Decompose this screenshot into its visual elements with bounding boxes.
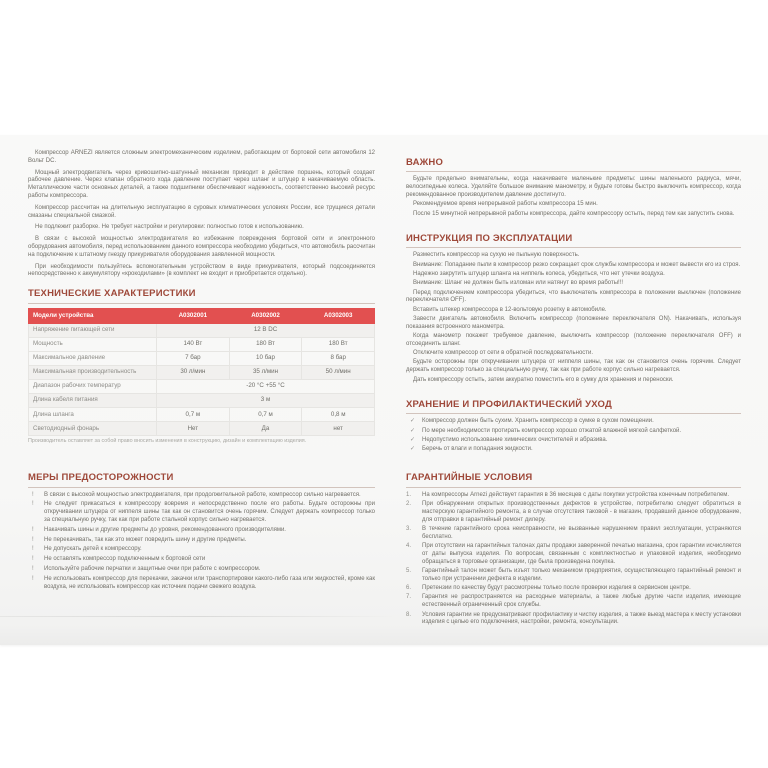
exclamation-marker: ! bbox=[32, 536, 34, 543]
row-value: 140 Вт bbox=[157, 337, 230, 351]
item-text: Не перекачивать, так как это может повредить шину и другие предметы. bbox=[44, 536, 247, 543]
check-marker: ✓ bbox=[410, 446, 416, 453]
item-text: На компрессоры Arnezi действует гарантия в 36 месяцев с даты покупки устройства конечным потребителем. bbox=[422, 491, 730, 498]
item-number: 2. bbox=[406, 501, 412, 508]
warranty-item bbox=[406, 594, 741, 610]
intro-paragraph: В связи с высокой мощностью электродвигателя во избежание повреждения бортовой сети и электронного оборудования автомобиля, перед использованием данного компрессора необходимо убедиться, что автомобиль рассчитан на подключение к штатному гнезду прикуривателя оборудования заявленной мощности. bbox=[28, 236, 375, 258]
precaution-item bbox=[28, 576, 375, 592]
row-value: 50 л/мин bbox=[302, 365, 375, 379]
item-number: 3. bbox=[406, 526, 412, 533]
row-label: Максимальная производительность bbox=[29, 365, 157, 379]
row-value: -20 °C +55 °C bbox=[157, 379, 375, 393]
instruction-step: Дать компрессору остыть, затем аккуратно поместить его в сумку для хранения и переноски. bbox=[413, 376, 674, 383]
table-row bbox=[29, 422, 375, 436]
item-text: Не следует прикасаться к компрессору вовремя и непосредственно после его работы. Будьте осторожны при откручивании штуцера от ниппеля шины так как он становится очень горячим. Следует держать компрессор только за специальную ручку, так как при работе стальной корпус сильно нагревается. bbox=[44, 501, 375, 523]
exclamation-marker: ! bbox=[32, 556, 34, 563]
row-value: нет bbox=[302, 422, 375, 436]
item-text: При отсутствии на гарантийных талонах даты продажи заверенной печатью магазина, срок гарантии исчисляется от даты выпуска изделия. По вопросам, связанным с комплектностью и упаковкой изделия, необходимо обращаться в торговые организации, где была произведена покупка. bbox=[422, 543, 741, 565]
exclamation-marker: ! bbox=[32, 526, 34, 533]
item-text: Беречь от влаги и попадания жидкости. bbox=[422, 446, 533, 453]
item-text: По мере необходимости протирать компрессор хорошо отжатой влажной мягкой салфеткой. bbox=[422, 427, 682, 434]
item-number: 5. bbox=[406, 568, 412, 575]
item-text: В течение гарантийного срока неисправности, не вызванные нарушением правил эксплуатации, устраняются бесплатно. bbox=[422, 526, 741, 540]
item-text: При обнаружении открытых производственных дефектов в устройстве, потребителю следует обратиться в мастерскую гарантийного ремонта, а в случае отсутствия таковой - в магазин, продавший данное оборудование, для отправки в гарантийный ремонт дилеру. bbox=[422, 501, 741, 523]
row-value: 8 бар bbox=[302, 351, 375, 365]
specs-header-model-2: A0302002 bbox=[229, 308, 302, 323]
warranty-list bbox=[406, 492, 741, 627]
spacer bbox=[406, 455, 741, 467]
row-value: 12 В DC bbox=[157, 323, 375, 337]
warranty-section-title: ГАРАНТИЙНЫЕ УСЛОВИЯ bbox=[406, 467, 741, 487]
warranty-item bbox=[406, 568, 741, 584]
row-label: Максимальное давление bbox=[29, 351, 157, 365]
row-label: Диапазон рабочих температур bbox=[29, 379, 157, 393]
item-number: 8. bbox=[406, 611, 412, 618]
row-value: Да bbox=[229, 422, 302, 436]
table-row bbox=[29, 408, 375, 422]
instruction-step: Отключите компрессор от сети в обратной последовательности. bbox=[413, 350, 594, 357]
instruction-step: Надежно закрутить штуцер шланга на ниппель колеса, убедиться, что нет утечки воздуха. bbox=[413, 270, 665, 277]
instruction-step: Вставить штекер компрессора в 12-вольтовую розетку в автомобиле. bbox=[413, 306, 607, 313]
item-text: Условия гарантии не предусматривают профилактику и чистку изделия, а также выезд мастера к месту установки изделия с целью его подключения, настройки, ремонта, консультации. bbox=[422, 611, 741, 626]
item-text: Не допускать детей к компрессору. bbox=[44, 546, 142, 553]
warranty-item bbox=[406, 585, 741, 593]
instruction-step: Завести двигатель автомобиля. Включить компрессор (положение переключателя ON). Накачивать, используя показания встроенного манометра. bbox=[406, 315, 741, 330]
warranty-item bbox=[406, 526, 741, 542]
important-paragraph: Рекомендуемое время непрерывной работы компрессора 15 мин. bbox=[413, 201, 598, 208]
row-value: 0,7 м bbox=[157, 408, 230, 422]
instruction-step: Внимание: Попадание пыли в компрессор резко сокращает срок службы компрессора и может вывести его из строя. bbox=[413, 261, 741, 268]
intro-paragraph: При необходимости пользуйтесь вспомогательным устройством в виде прикуривателя, который подсоединяется непосредственно к аккумулятору «крокодилами» (в комплект не входит и приобретается отдельно). bbox=[28, 263, 375, 278]
row-label: Напряжение питающей сети bbox=[29, 323, 157, 337]
table-row bbox=[29, 351, 375, 365]
storage-list bbox=[406, 418, 741, 454]
item-text: Не оставлять компрессор подключенным к бортовой сети bbox=[44, 556, 206, 563]
instruction-step: Будьте осторожны при откручивании штуцера от ниппеля шины, так как он становится очень горячим. Следует держать компрессор только за специальную ручку, так как при работе корпус сильно нагревается. bbox=[406, 359, 741, 374]
right-column bbox=[406, 158, 741, 629]
precaution-item bbox=[28, 492, 375, 500]
check-marker: ✓ bbox=[410, 436, 416, 443]
row-label: Длина кабеля питания bbox=[29, 393, 157, 407]
specs-table bbox=[28, 308, 375, 437]
row-label: Длина шланга bbox=[29, 408, 157, 422]
row-value: 180 Вт bbox=[302, 337, 375, 351]
item-text: Накачивать шины и другие предметы до уровня, рекомендованного производителями. bbox=[44, 526, 286, 533]
row-value: 0,8 м bbox=[302, 408, 375, 422]
exclamation-marker: ! bbox=[32, 565, 34, 572]
spacer bbox=[406, 220, 741, 228]
warranty-item bbox=[406, 612, 741, 628]
item-number: 6. bbox=[406, 585, 412, 592]
instruction-step: Когда манометр покажет требуемое давление, выключить компрессор (положение переключателя OFF) и отсоединить шланг. bbox=[406, 333, 741, 347]
row-value: 10 бар bbox=[229, 351, 302, 365]
precaution-item bbox=[28, 566, 375, 574]
item-text: Не использовать компрессор для перекачки, закачки или транспортировки какого-либо газа или жидкостей, кроме как воздуха, не использовать компрессор как источник подачи свежего воздуха. bbox=[44, 575, 375, 590]
storage-item bbox=[406, 418, 741, 426]
exclamation-marker: ! bbox=[32, 501, 34, 508]
storage-item bbox=[406, 437, 741, 445]
important-paragraph: Будьте предельно внимательны, когда накачиваете маленькие предметы: шины маленького радиуса, мячи, велосипедные колеса. Уделяйте большое внимание манометру, и будьте готовы быстро выключить компрессор, когда рекомендованное производителем давление достигнуто. bbox=[406, 176, 741, 199]
storage-section-title: ХРАНЕНИЕ И ПРОФИЛАКТИЧЕСКИЙ УХОД bbox=[406, 394, 741, 414]
precaution-item bbox=[28, 556, 375, 564]
table-footnote: Производитель оставляет за собой право вносить изменения в конструкцию, дизайн и комплектацию изделия. bbox=[28, 438, 307, 445]
instruction-step: Внимание: Шланг не должен быть изломан или натянут во время работы!!! bbox=[413, 280, 624, 287]
important-section-title: ВАЖНО bbox=[406, 158, 741, 172]
storage-item bbox=[406, 428, 741, 436]
instructions-section-title: ИНСТРУКЦИЯ ПО ЭКСПЛУАТАЦИИ bbox=[406, 228, 741, 248]
table-row bbox=[29, 365, 375, 379]
precaution-item bbox=[28, 546, 375, 554]
intro-paragraph: Мощный электродвигатель через кривошипно-шатунный механизм приводит в действие поршень, который создает рабочее давление. Через клапан обратного хода давление поступает через шланг и штуцер в накачиваемую область. Металлические части основных деталей, а также подшипники обеспечивают надежность, соответственно высокий ресурс работы компрессора. bbox=[28, 169, 375, 199]
item-text: Гарантия не распространяется на расходные материалы, а также любые другие части изделия, имеющие естественный ограниченный срок службы. bbox=[422, 594, 741, 609]
row-value: 180 Вт bbox=[229, 337, 302, 351]
item-text: Претензии по качеству будут рассмотрены только после проверки изделия в сервисном центре. bbox=[422, 585, 691, 592]
specs-header-model-3: A0302003 bbox=[302, 308, 375, 323]
spacer bbox=[406, 386, 741, 394]
exclamation-marker: ! bbox=[32, 491, 34, 498]
row-label: Мощность bbox=[29, 337, 157, 351]
check-marker: ✓ bbox=[410, 418, 416, 425]
warranty-item bbox=[406, 501, 741, 524]
important-paragraph: После 15 минутной непрерывной работы компрессора, дайте компрессору остыть, перед тем как запустить снова. bbox=[413, 210, 735, 217]
row-value: 30 л/мин bbox=[157, 365, 230, 379]
item-number: 4. bbox=[406, 543, 412, 550]
item-text: В связи с высокой мощностью электродвигателя, при продолжительной работе, компрессор сильно нагревается. bbox=[44, 491, 361, 498]
row-value: 0,7 м bbox=[229, 408, 302, 422]
table-row bbox=[29, 337, 375, 351]
row-value: 3 м bbox=[157, 393, 375, 407]
item-text: Гарантийный талон может быть изъят только механиком предприятия, осуществляющего гарантийный ремонт и только при устранении дефекта в изделии. bbox=[422, 568, 741, 582]
exclamation-marker: ! bbox=[32, 575, 34, 582]
precaution-item bbox=[28, 537, 375, 545]
exclamation-marker: ! bbox=[32, 546, 34, 553]
precaution-item bbox=[28, 501, 375, 524]
scanned-manual-sheet bbox=[0, 135, 768, 645]
intro-paragraph: Компрессор рассчитан на длительную эксплуатацию в суровых климатических условиях России, все трущиеся детали смазаны специальной смазкой. bbox=[28, 204, 375, 219]
item-text: Недопустимо использование химических очистителей и абразива. bbox=[422, 436, 608, 443]
intro-paragraph: Не подлежит разборке. Не требует настройки и регулировки: полностью готов к использованию. bbox=[35, 224, 304, 231]
precautions-section-title: МЕРЫ ПРЕДОСТОРОЖНОСТИ bbox=[28, 467, 375, 487]
table-row bbox=[29, 323, 375, 337]
spacer bbox=[28, 445, 375, 467]
item-text: Компрессор должен быть сухим. Хранить компрессор в сумке в сухом помещении. bbox=[422, 418, 654, 425]
item-text: Используйте рабочие перчатки и защитные очки при работе с компрессором. bbox=[44, 565, 261, 572]
item-number: 1. bbox=[406, 491, 412, 498]
instruction-step: Разместить компрессор на сухую не пыльную поверхность. bbox=[413, 252, 580, 259]
precaution-item bbox=[28, 527, 375, 535]
table-row bbox=[29, 379, 375, 393]
row-value: 7 бар bbox=[157, 351, 230, 365]
check-marker: ✓ bbox=[410, 427, 416, 434]
intro-section bbox=[28, 150, 375, 279]
item-number: 7. bbox=[406, 594, 412, 601]
precautions-list bbox=[28, 492, 375, 592]
row-label: Светодиодный фонарь bbox=[29, 422, 157, 436]
left-column bbox=[28, 150, 375, 593]
instruction-step: Перед подключением компрессора убедиться, что выключатель компрессора в положении выключен (положение переключателя OFF). bbox=[406, 289, 741, 304]
row-value: 35 л/мин bbox=[229, 365, 302, 379]
specs-header-model-1: A0302001 bbox=[157, 308, 230, 323]
table-row bbox=[29, 393, 375, 407]
storage-item bbox=[406, 446, 741, 454]
intro-paragraph: Компрессор ARNEZI является сложным электромеханическим изделием, работающим от бортовой сети автомобиля 12 Вольт DC. bbox=[28, 150, 375, 164]
row-value: Нет bbox=[157, 422, 230, 436]
warranty-item bbox=[406, 543, 741, 566]
specs-section-title: ТЕХНИЧЕСКИЕ ХАРАКТЕРИСТИКИ bbox=[28, 283, 375, 303]
specs-header-models: Модели устройства bbox=[29, 308, 157, 323]
warranty-item bbox=[406, 492, 741, 500]
specs-table-header-row bbox=[29, 308, 375, 323]
